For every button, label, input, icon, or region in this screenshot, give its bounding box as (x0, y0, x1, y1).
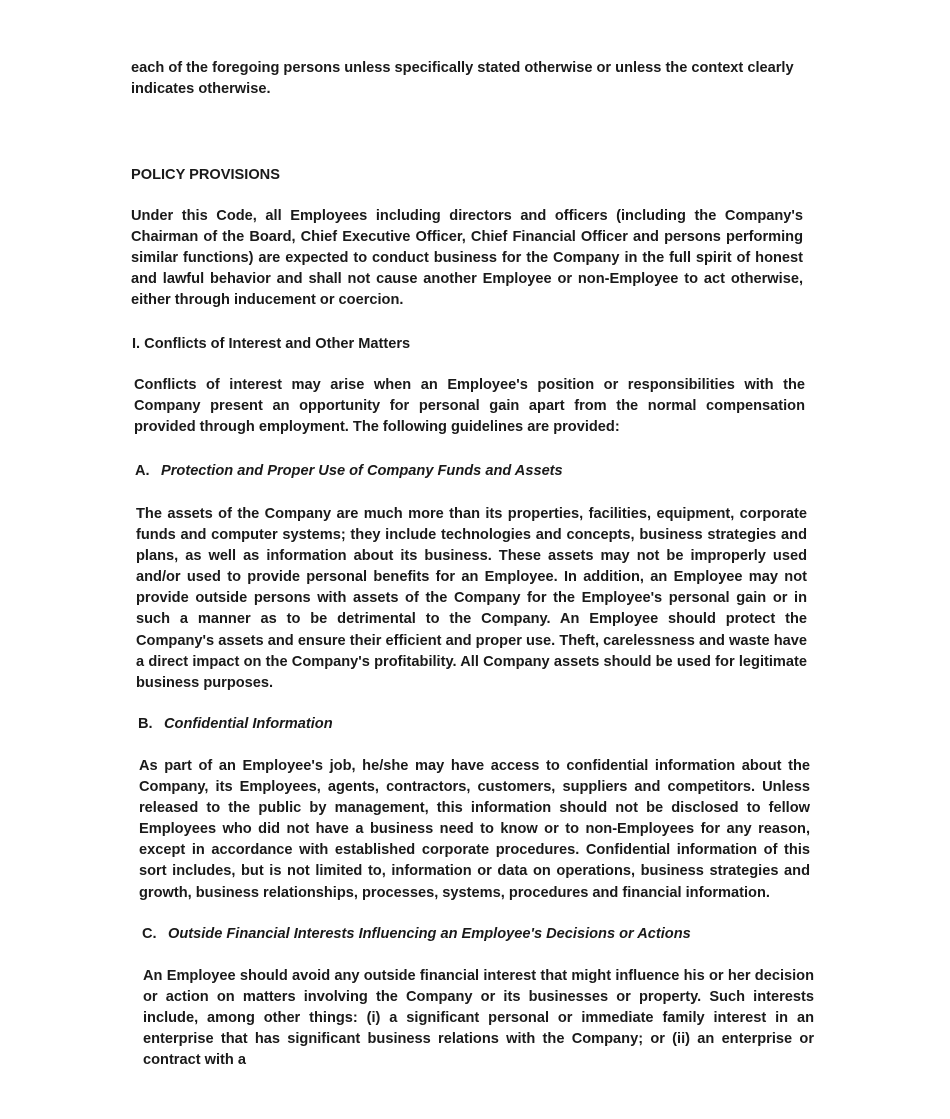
subsection-a-letter: A. (135, 463, 150, 479)
subsection-c-paragraph: An Employee should avoid any outside financial interest that might influence his or her decision or action on matters involving the Company or its businesses or property. Such interests include, among other things: (i) a significant personal or immediate family interest in an enterprise that has significant business relations with the Company; or (ii) an enterprise or contract with a (143, 968, 814, 1069)
intro-paragraph: each of the foregoing persons unless specifically stated otherwise or unless the context clearly indicates otherwise. (131, 60, 794, 98)
subsection-c-title: Outside Financial Interests Influencing an Employee's Decisions or Actions (168, 926, 691, 942)
subsection-b-paragraph: As part of an Employee's job, he/she may have access to confidential information about the Company, its Employees, agents, contractors, customers, suppliers and competitors. Unless released to the public by management, this information should not be disclosed to fellow Employees who did not have a business need to know or to non-Employees for any reason, except in accordance with established corporate procedures. Confidential information of this sort includes, but is not limited to, information or data on operations, business strategies and growth, business relationships, processes, systems, procedures and financial information. (139, 758, 810, 901)
subsection-b-heading (138, 714, 333, 735)
policy-paragraph: Under this Code, all Employees including directors and officers (including the Company's Chairman of the Board, Chief Executive Officer, Chief Financial Officer and persons performing similar functions) are expected to conduct business for the Company in the full spirit of honest and lawful behavior and shall not cause another Employee or non-Employee to act otherwise, either through inducement or coercion. (131, 208, 803, 309)
section-1-paragraph: Conflicts of interest may arise when an Employee's position or responsibilities with the Company present an opportunity for personal gain apart from the normal compensation provided through employment. The following guidelines are provided: (134, 377, 805, 436)
subsection-c-letter: C. (142, 926, 157, 942)
policy-heading: POLICY PROVISIONS (131, 167, 280, 183)
subsection-a-title: Protection and Proper Use of Company Funds and Assets (161, 463, 563, 479)
subsection-a-paragraph: The assets of the Company are much more than its properties, facilities, equipment, corporate funds and computer systems; they include technologies and concepts, business strategies and plans, as well as information about its business. These assets may not be improperly used and/or used to provide personal benefits for an Employee. In addition, an Employee may not provide outside persons with assets of the Company for the Employee's personal gain or in such a manner as to be detrimental to the Company. An Employee should protect the Company's assets and ensure their efficient and proper use. Theft, carelessness and waste have a direct impact on the Company's profitability. All Company assets should be used for legitimate business purposes. (136, 506, 807, 691)
subsection-b-letter: B. (138, 716, 153, 732)
subsection-a-heading (135, 461, 563, 482)
subsection-c-heading (142, 924, 691, 945)
section-1-heading: I. Conflicts of Interest and Other Matters (132, 336, 411, 352)
subsection-b-title: Confidential Information (164, 716, 333, 732)
